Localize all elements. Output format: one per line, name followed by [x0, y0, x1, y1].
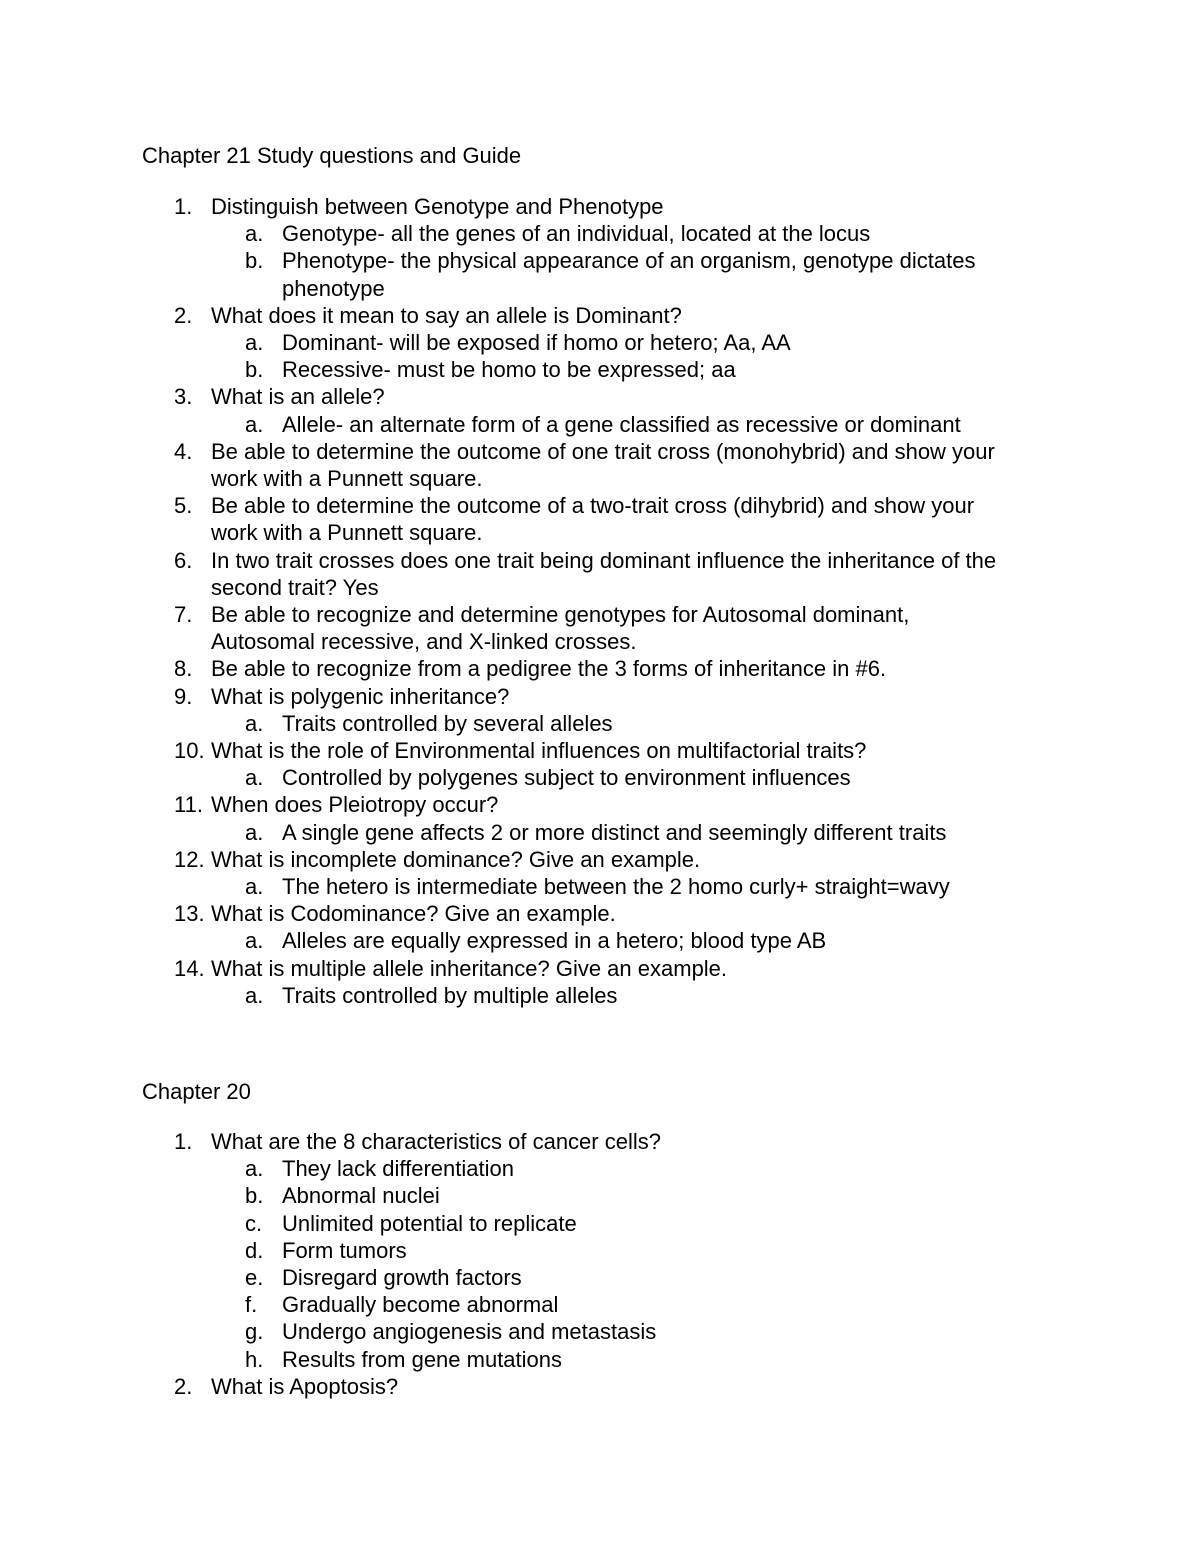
answer-letter: h. — [245, 1346, 264, 1372]
answer-text: Unlimited potential to replicate — [282, 1210, 577, 1236]
answer-text: Disregard growth factors — [282, 1265, 522, 1290]
chapter-20-heading: Chapter 20 — [142, 1079, 251, 1104]
question-number: 13. — [174, 901, 205, 927]
question-number: 3. — [174, 384, 193, 410]
question-text: What is the role of Environmental influences on multifactorial traits? — [211, 738, 867, 763]
question-text: What is incomplete dominance? Give an example. — [211, 846, 701, 872]
question-text: What does it mean to say an allele is Dominant? — [211, 302, 682, 328]
question-number: 12. — [174, 846, 205, 872]
answer-text: phenotype — [282, 275, 385, 301]
question-text: In two trait crosses does one trait being dominant influence the inheritance of the — [211, 547, 997, 573]
question-text: Be able to recognize from a pedigree the 3 forms of inheritance in #6. — [211, 656, 887, 682]
question-number: 11. — [174, 792, 203, 818]
answer-text: Genotype- all the genes of an individual, located at the locus — [282, 221, 871, 247]
answer-text: Alleles are equally expressed in a hetero; blood type AB — [282, 928, 827, 954]
answer-text: Dominant- will be exposed if homo or hetero; Aa, AA — [282, 330, 791, 355]
question-text: What is Codominance? Give an example. — [211, 901, 616, 927]
answer-text: Controlled by polygenes subject to environment influences — [282, 765, 851, 791]
chapter-21-heading: Chapter 21 Study questions and Guide — [142, 143, 522, 168]
question-number: 8. — [174, 656, 193, 682]
answer-text: Recessive- must be homo to be expressed; aa — [282, 357, 736, 383]
answer-letter: f. — [245, 1292, 258, 1318]
answer-letter: g. — [245, 1319, 264, 1345]
question-text: Distinguish between Genotype and Phenotype — [211, 194, 664, 219]
answer-letter: b. — [245, 357, 264, 383]
question-number: 4. — [174, 438, 193, 464]
question-text: work with a Punnett square. — [211, 520, 483, 546]
answer-text: Abnormal nuclei — [282, 1183, 440, 1209]
question-number: 1. — [174, 194, 193, 219]
answer-letter: a. — [245, 710, 264, 736]
answer-letter: c. — [245, 1210, 263, 1236]
answer-letter: a. — [245, 982, 264, 1008]
question-text: When does Pleiotropy occur? — [211, 792, 499, 818]
answer-letter: a. — [245, 1156, 264, 1182]
answer-text: Allele- an alternate form of a gene classified as recessive or dominant — [282, 411, 961, 437]
question-number: 9. — [174, 683, 193, 709]
answer-letter: a. — [245, 411, 264, 437]
question-text: work with a Punnett square. — [211, 466, 483, 491]
answer-letter: a. — [245, 330, 264, 355]
answer-letter: b. — [245, 1183, 264, 1209]
answer-text: Gradually become abnormal — [282, 1292, 559, 1318]
answer-text: Undergo angiogenesis and metastasis — [282, 1319, 657, 1345]
answer-letter: a. — [245, 819, 264, 845]
question-number: 6. — [174, 547, 193, 573]
question-number: 5. — [174, 493, 193, 519]
question-text: What is an allele? — [211, 384, 385, 410]
answer-text: Form tumors — [282, 1237, 407, 1263]
question-number: 2. — [174, 1373, 193, 1399]
question-text: What is polygenic inheritance? — [211, 683, 510, 709]
question-text: Autosomal recessive, and X-linked crosses. — [211, 629, 637, 655]
answer-text: They lack differentiation — [282, 1156, 514, 1182]
question-number: 10. — [174, 738, 205, 763]
question-number: 14. — [174, 955, 205, 981]
answer-text: Traits controlled by multiple alleles — [282, 982, 618, 1008]
question-text: What are the 8 characteristics of cancer cells? — [211, 1129, 661, 1154]
answer-text: The hetero is intermediate between the 2 homo curly+ straight=wavy — [282, 874, 950, 899]
answer-letter: a. — [245, 928, 264, 954]
answer-text: Traits controlled by several alleles — [282, 710, 613, 736]
question-number: 7. — [174, 602, 193, 627]
question-text: What is Apoptosis? — [211, 1373, 399, 1399]
question-text: Be able to determine the outcome of one trait cross (monohybrid) and show your — [211, 438, 995, 464]
question-number: 2. — [174, 302, 193, 328]
answer-letter: a. — [245, 221, 264, 247]
answer-text: A single gene affects 2 or more distinct and seemingly different traits — [282, 819, 947, 845]
answer-text: Results from gene mutations — [282, 1346, 563, 1372]
answer-letter: a. — [245, 874, 264, 899]
answer-letter: d. — [245, 1237, 264, 1263]
question-text: second trait? Yes — [211, 574, 379, 600]
answer-text: Phenotype- the physical appearance of an organism, genotype dictates — [282, 248, 976, 274]
question-number: 1. — [174, 1129, 193, 1154]
question-text: Be able to recognize and determine genotypes for Autosomal dominant, — [211, 602, 910, 627]
question-text: What is multiple allele inheritance? Give an example. — [211, 955, 728, 981]
answer-letter: b. — [245, 248, 264, 274]
answer-letter: a. — [245, 765, 264, 791]
question-text: Be able to determine the outcome of a two-trait cross (dihybrid) and show your — [211, 493, 975, 519]
answer-letter: e. — [245, 1265, 264, 1290]
